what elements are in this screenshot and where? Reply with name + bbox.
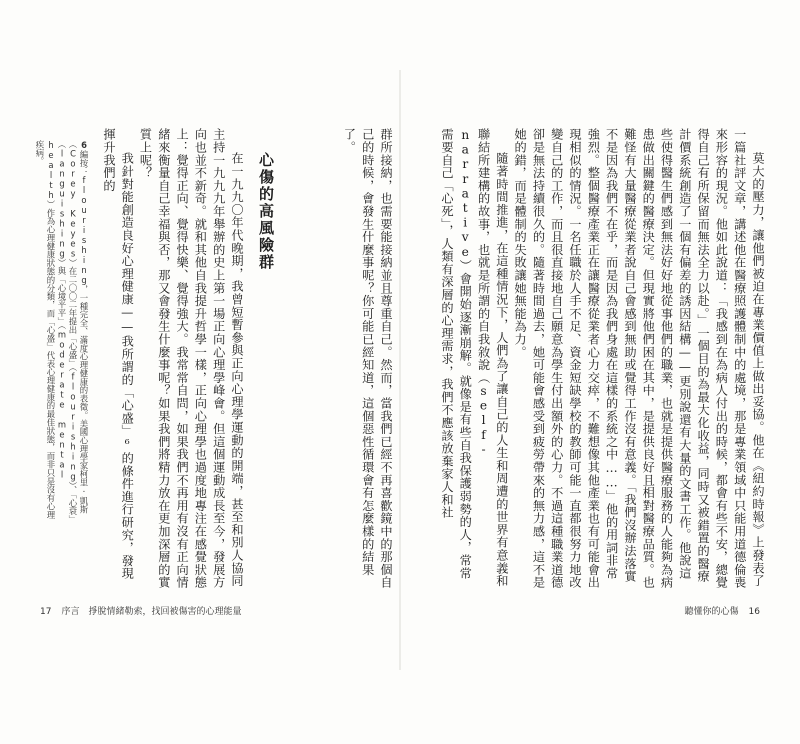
gutter-shadow (399, 70, 401, 670)
footnote-number: 6 (79, 140, 89, 150)
left-page-section-body (101, 128, 246, 590)
footnote (33, 140, 89, 520)
right-page-body (412, 128, 767, 590)
left-page-body (273, 128, 395, 590)
body-paragraph: 群所接納，也需要能接納並且尊重自己。然而，當我們已經不再喜歡鏡中的那個自己的時候，會發生什麼事呢？你可能已經知道，這個惡性循環會有怎麼樣的結果了。 (342, 128, 393, 589)
running-title-right: 聽懂你的心傷 (684, 607, 739, 617)
page-number-right: 16 (748, 607, 760, 617)
body-paragraph: 在一九九〇年代晚期，我曾短暫參與正向心理學運動的開端，甚至和別人協同主持一九九九年舉辦的史上第一場正向心理學峰會。但這個運動成長至今，發展方向也並不新奇。就和其他自我提升哲學一樣，正向心理學也過度地專注在感覺狀態上：覺得正向、覺得快樂、覺得強大。我常常自問，如果我們不再用有沒有正向情緒來衡量自己幸福與否，那又會發生什麼事呢？如果我們將精力放在更加深層的實質上呢？ (138, 128, 244, 589)
right-folio (685, 604, 760, 617)
body-paragraph: 我針對能創造良好心理健康——我所謂的「心盛」⁶的條件進行研究，發現揮升我們的 (101, 128, 135, 581)
running-title-left: 序言 掙脫情緒勒索，找回被傷害的心理能量 (61, 607, 242, 617)
section-heading: 心傷的高風險群 (257, 152, 275, 271)
page-number-left: 17 (40, 607, 52, 617)
body-paragraph: 莫大的壓力，讓他們被迫在專業價值上做出妥協。他在《紐約時報》上發表了一篇社評文章，講述他在醫療照護體制中的處境，那是專業領域中只能用道德倫喪來形容的現況。他如此說道：「我感到在為病人付出的時候，都會有些不安，總覺得自己有所保留而無法全力以赴。」一個目的為最大化收益，同時又被錯置的醫療計價系統創造了一個有偏差的誘因結構——更別說還有大量的文書工作。他說這些使得醫生們感到無法好好地從事他們的職業，也就是提供醫療服務的人能夠為病患做出關鍵的醫療決定。但現實將他們困在其中，是提供良好且相對醫療品質。也難怪有大量醫療從業者說自己會感到無助或覺得工作沒有意義。「我們沒辦法落實不是因為我們不在乎，而是因為我們身處在這樣的系統之中……」他的用詞非常強烈。整個醫療產業正在讓醫療從業者心力交瘁，不難想像其他產業也有可能會出現相似的情況。一名任職於人手不足、資金短缺學校的教師可能一直都很努力地改變自己的工作，而且很直接地自己願意為學生付出額外的心力。不過這種職業道德卻是無法持續很久的。隨著時間過去，她可能會感受到疲勞帶來的無力感，這不是她的錯，而是體制的失敗讓她無能為力。 (513, 128, 765, 589)
body-paragraph: 隨著時間推進，在這種情況下，人們為了讓自己的人生和周遭的世界有意義和聯結所建構的故事，也就是所謂的自我敘說（self-narrative）會開始逐漸崩解。就像是有些自我保護弱勢的人，常常需要自己「心死」，人類有深層的心理需求，我們不應該放棄家人和社 (439, 128, 509, 588)
left-folio (40, 604, 241, 617)
footnote-text: 編按：flourishing，一種完全、滿度心理健康的表徵。美國心理學家柯里·凱斯（Corey Keyes）在二〇〇二年提出「心盛」（flourishing）、「心衰」（languishing）與「心境平平」（moderate mental health）作為心理健康狀態的分類，而「心盛」代表心理健康的最佳狀態，而非只是沒有心理疾病。 (35, 140, 89, 520)
